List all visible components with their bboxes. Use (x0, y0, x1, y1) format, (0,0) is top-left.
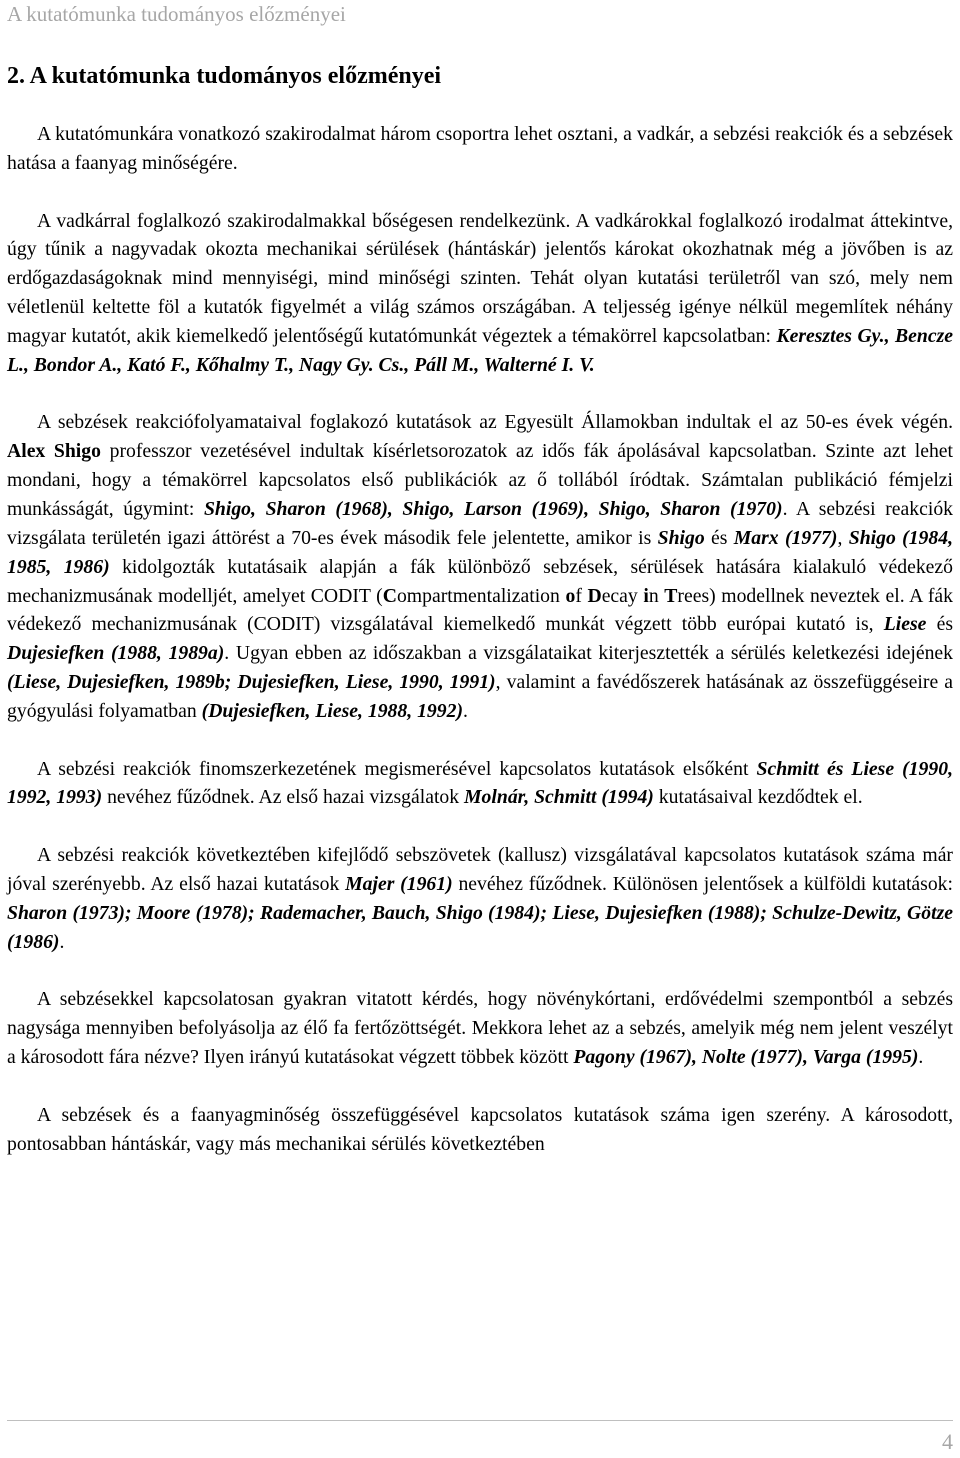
hungarian-researchers-list: Keresztes Gy., Bencze L., Bondor A., Kató F., Kőhalmy T., Nagy Gy. Cs., Páll M., Walterné I. V. (7, 324, 953, 376)
chapter-title: 2. A kutatómunka tudományos előzményei (7, 63, 442, 89)
paragraph-faanyagminoseg: A sebzések és a faanyagminőség összefüggésével kapcsolatos kutatások száma igen szerény. A károsodott, pontosabban hántáskár, vagy más mechanikai sérülés következtében (7, 1103, 953, 1155)
citation: (Dujesiefken, Liese, 1988, 1992) (201, 699, 464, 722)
citation: Shigo (1984, 1985, 1986) (7, 526, 954, 578)
citation: Dujesiefken (1988, 1989a) (7, 642, 225, 665)
citation: Molnár, Schmitt (1994) (464, 786, 654, 809)
citation: Pagony (1967), Nolte (1977), Varga (1995) (573, 1046, 919, 1068)
citation: Shigo, Sharon (1968), Shigo, Larson (1969), Shigo, Sharon (1970) (203, 497, 783, 520)
citation: Majer (1961) (345, 872, 453, 895)
paragraph-finomszerkezet: A sebzési reakciók finomszerkezetének megismerésével kapcsolatos kutatások elsőként Schmitt és Liese (1990, 1992, 1993) nevéhez fűződnek. Az első hazai vizsgálatok Molnár, Schmitt (1994) kutatásaival kezdődtek el. (7, 757, 953, 809)
paragraph-vadkar: A vadkárral foglalkozó szakirodalmakkal bőségesen rendelkezünk. A vadkárokkal foglalkozó irodalmat áttekintve, úgy tűnik a nagyvadak okozta mechanikai sérülések (hántáskár) jelentős károkat okozhatnak még a jövőben is az erdőgazdaságoknak mind mennyiségi, mind minőségi szinten. Tehát olyan kutatási területről van szó, mely nem véletlenül keltette föl a kutatók figyelmét a világ számos országában. A teljesség igénye nélkül megemlítek néhány magyar kutatót, akik kiemelkedő jelentőségű kutatómunkát végeztek a témakörrel kapcsolatban: Keresztes Gy., Bencze L., Bondor A., Kató F., Kőhalmy T., Nagy Gy. Cs., Páll M., Walterné I. V. (7, 209, 953, 376)
footer-divider (7, 1420, 953, 1421)
paragraph-sebszovetek: A sebzési reakciók következtében kifejlődő sebszövetek (kallusz) vizsgálatával kapcsolatos kutatások száma már jóval szerényebb. Az első hazai kutatások Majer (1961) nevéhez fűződnek. Különösen jelentősek a külföldi kutatások: Sharon (1973); Moore (1978); Rademacher, Bauch, Shigo (1984); Liese, Dujesiefken (1988); Schulze-Dewitz, Götze (1986). (7, 844, 953, 953)
running-header: A kutatómunka tudományos előzményei (7, 2, 346, 26)
citation: Schmitt és Liese (1990, 1992, 1993) (7, 757, 953, 809)
page-number: 4 (942, 1429, 953, 1454)
citation: (Liese, Dujesiefken, 1989b; Dujesiefken, Liese, 1990, 1991) (7, 671, 496, 694)
paragraph-intro: A kutatómunkára vonatkozó szakirodalmat három csoportra lehet osztani, a vadkár, a sebzési reakciók és a sebzések hatása a faanyag minőségére. (7, 123, 953, 174)
citation: Marx (1977) (733, 526, 838, 549)
body-text (7, 120, 953, 1158)
paragraph-sebzesi-reakciok: A sebzések reakciófolyamataival foglakozó kutatások az Egyesült Államokban indultak el az 50-es évek végén. Alex Shigo professzor vezetésével indultak kísérletsorozatok az idős fák ápolásával kapcsolatban. Szinte azt lehet mondani, hogy a témakörrel kapcsolatos első publikációk az ő tollából íródtak. Számtalan publikáció fémjelzi munkásságát, úgymint: Shigo, Sharon (1968), Shigo, Larson (1969), Shigo, Sharon (1970). A sebzési reakciók vizsgálata területén igazi áttörést a 70-es évek második fele jelentette, amikor is Shigo és Marx (1977), Shigo (1984, 1985, 1986) kidolgozták kutatásaik alapján a fák különböző sebzések, sérülések hatására kialakuló védekező mechanizmusának modelljét, amelyet CODIT (Compartmentalization of Decay in Trees) modellnek neveztek el. A fák védekező mechanizmusának (CODIT) vizsgálatával kiemelkedő munkát végzett több európai kutató is, Liese és Dujesiefken (1988, 1989a). Ugyan ebben az időszakban a vizsgálataikat kiterjesztették a sérülés keletkezési idejének (Liese, Dujesiefken, 1989b; Dujesiefken, Liese, 1990, 1991), valamint a favédőszerek hatásának az összefüggéseire a gyógyulási folyamatban (Dujesiefken, Liese, 1988, 1992). (7, 411, 954, 722)
citation: Shigo (657, 526, 705, 549)
citation: Liese (883, 613, 927, 636)
paragraph-sebzes-nagysaga: A sebzésekkel kapcsolatosan gyakran vitatott kérdés, hogy növénykórtani, erdővédelmi szempontból a sebzés nagysága mennyiben befolyásolja az élő fa fertőzöttségét. Mekkora lehet az a sebzés, amelyik még nem jelent veszélyt a károsodott fára nézve? Ilyen irányú kutatásokat végzett többek között Pagony (1967), Nolte (1977), Varga (1995). (7, 988, 953, 1068)
citation: Sharon (1973); Moore (1978); Rademacher, Bauch, Shigo (1984); Liese, Dujesiefken (1988); Schulze-Dewitz, Götze (1986) (7, 901, 953, 953)
author-alex-shigo: Alex Shigo (7, 440, 101, 463)
